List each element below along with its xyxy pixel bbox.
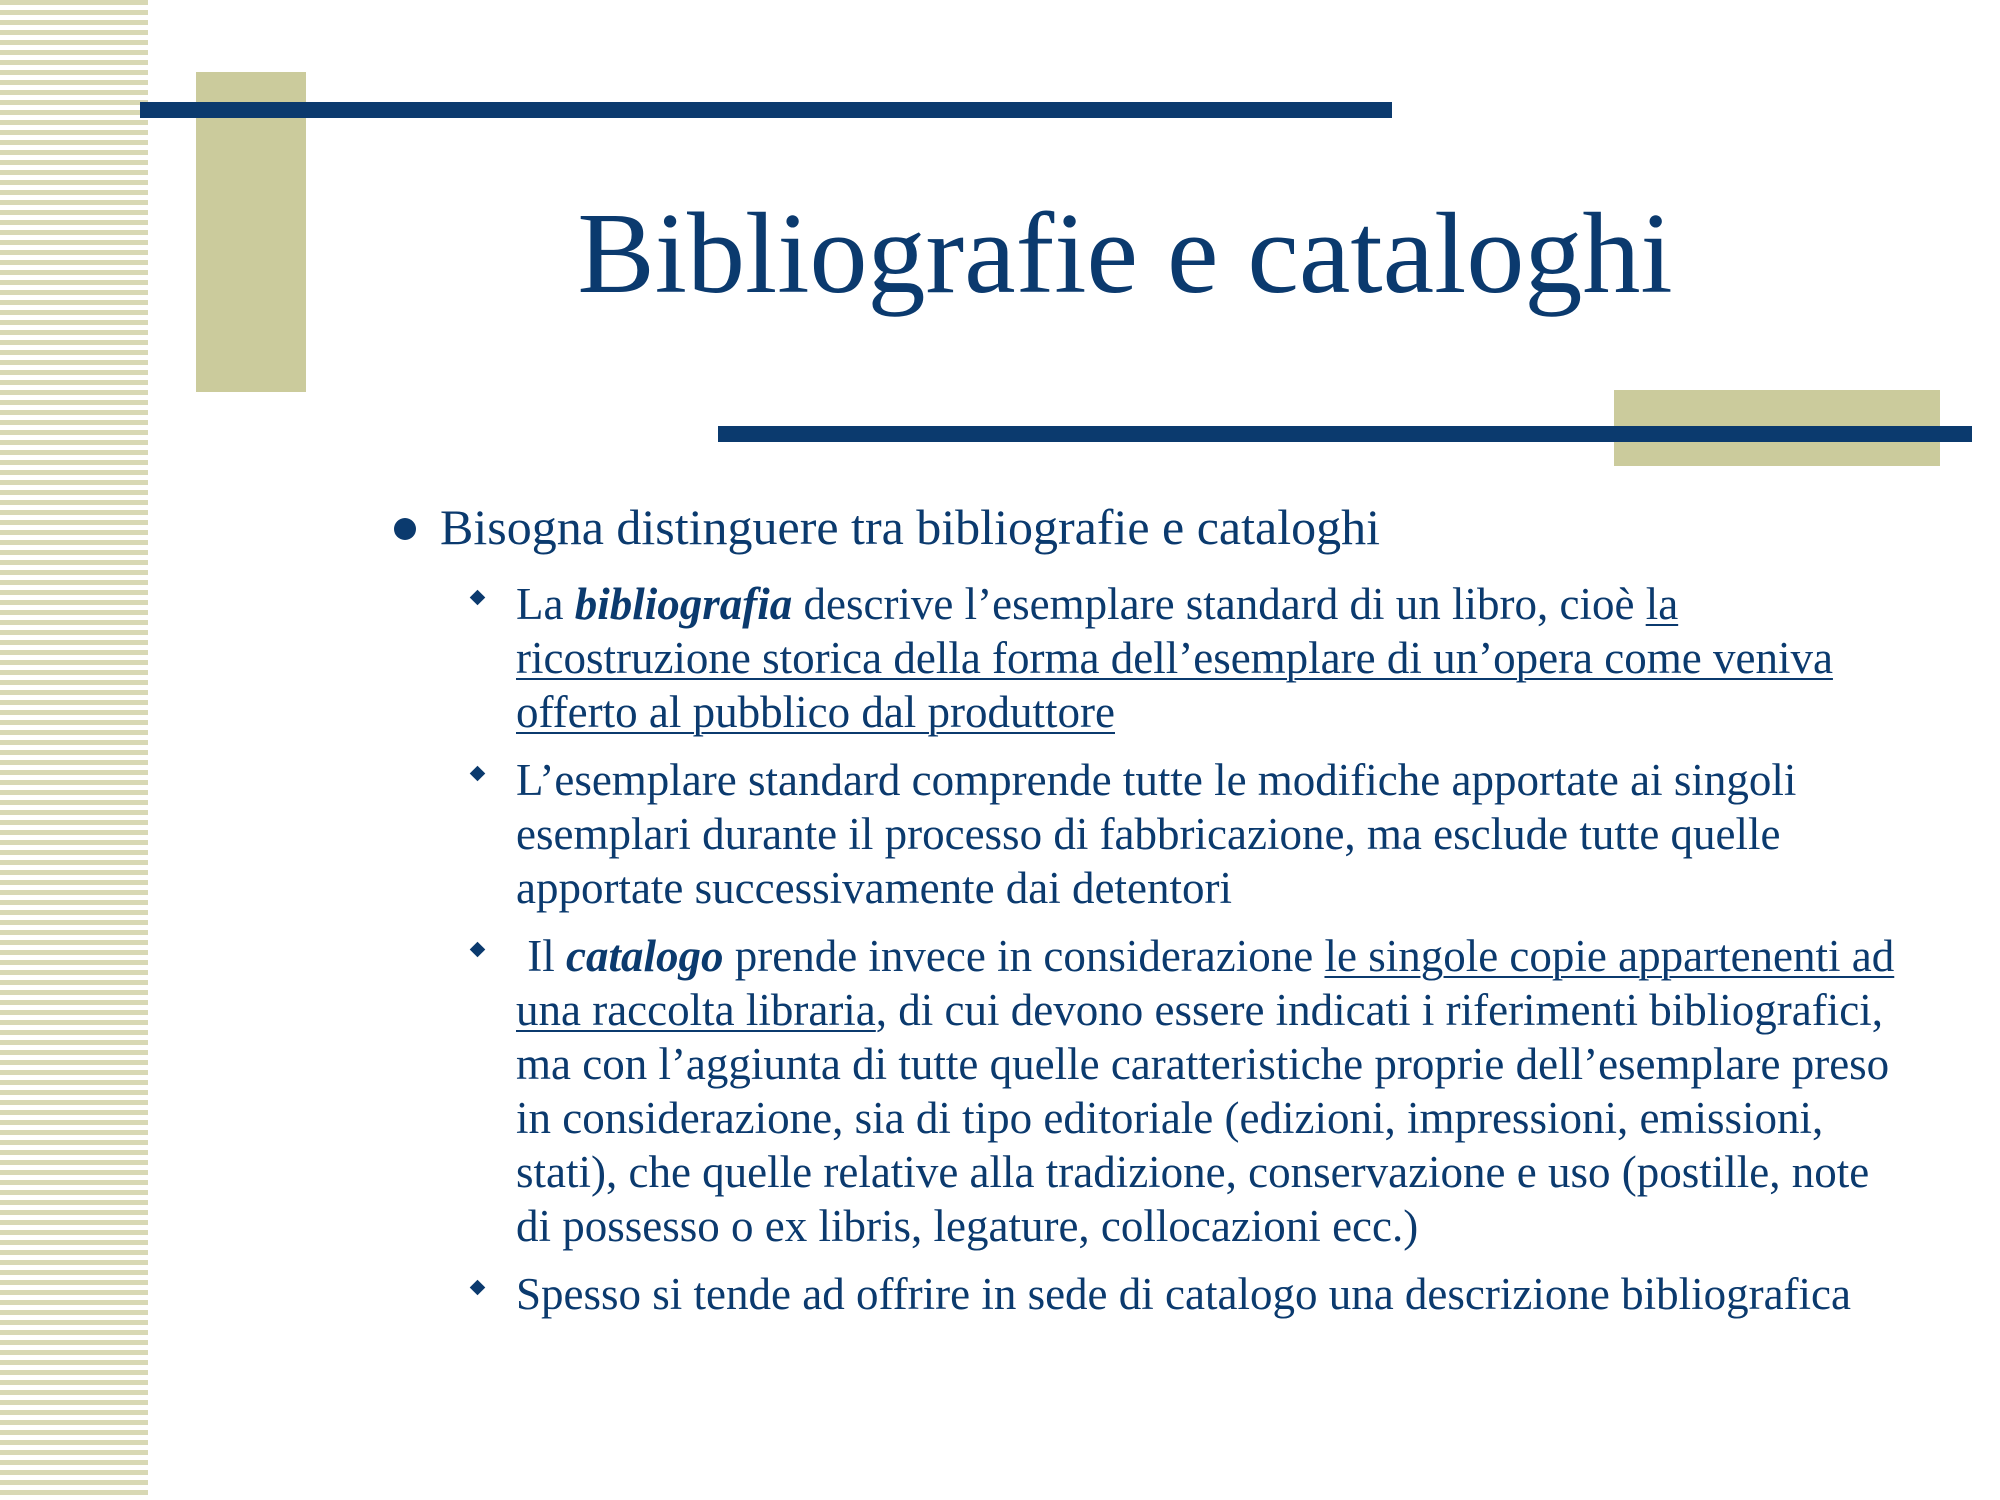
slide-body	[388, 500, 1908, 1335]
bullet-main-text: Bisogna distinguere tra bibliografie e cataloghi	[440, 499, 1380, 555]
text-run: La	[516, 579, 575, 629]
text-run: prende invece in considerazione	[723, 931, 1325, 981]
title-underline-rule	[718, 426, 1972, 442]
slide-title: Bibliografie e cataloghi	[577, 190, 1673, 318]
decorative-block-left	[196, 72, 306, 392]
bullet-dot-icon	[394, 518, 416, 540]
text-run: , di cui devono essere indicati i riferimenti bibliografici, ma con l’aggiunta di tutte quelle caratteristiche proprie dell’esemplare preso in considerazione, sia di tipo editoriale (edizioni, impressioni, emissioni, stati), che quelle relative alla tradizione, conservazione e uso (postille, note di possesso o ex libris, legature, collocazioni ecc.)	[516, 985, 1890, 1251]
bullet-main	[388, 500, 1908, 555]
diamond-bullet-icon	[470, 1280, 486, 1296]
diamond-bullet-icon	[470, 766, 486, 782]
text-run: descrive l’esemplare standard di un libro, cioè	[792, 579, 1646, 629]
subbullet-bibliografia	[388, 577, 1908, 739]
underlined-definition: la ricostruzione storica della forma dell’esemplare di un’opera come veniva offerto al pubblico dal produttore	[516, 579, 1833, 737]
decorative-stripes	[0, 0, 148, 1500]
top-rule	[140, 102, 1392, 118]
subbullet-catalogo	[388, 929, 1908, 1253]
text-run: Spesso si tende ad offrire in sede di catalogo una descrizione bibliografica	[516, 1269, 1851, 1319]
term-bibliografia: bibliografia	[574, 579, 793, 629]
diamond-bullet-icon	[470, 942, 486, 958]
text-run: L’esemplare standard comprende tutte le modifiche apportate ai singoli esemplari durante il processo di fabbricazione, ma esclude tutte quelle apportate successivamente dai detentori	[516, 755, 1797, 913]
subbullet-esemplare-standard	[388, 753, 1908, 915]
term-catalogo: catalogo	[566, 931, 724, 981]
text-run: Il	[516, 931, 566, 981]
subbullet-descrizione	[388, 1267, 1908, 1321]
diamond-bullet-icon	[470, 590, 486, 606]
underlined-definition: le singole copie appartenenti ad una raccolta libraria	[516, 931, 1895, 1035]
